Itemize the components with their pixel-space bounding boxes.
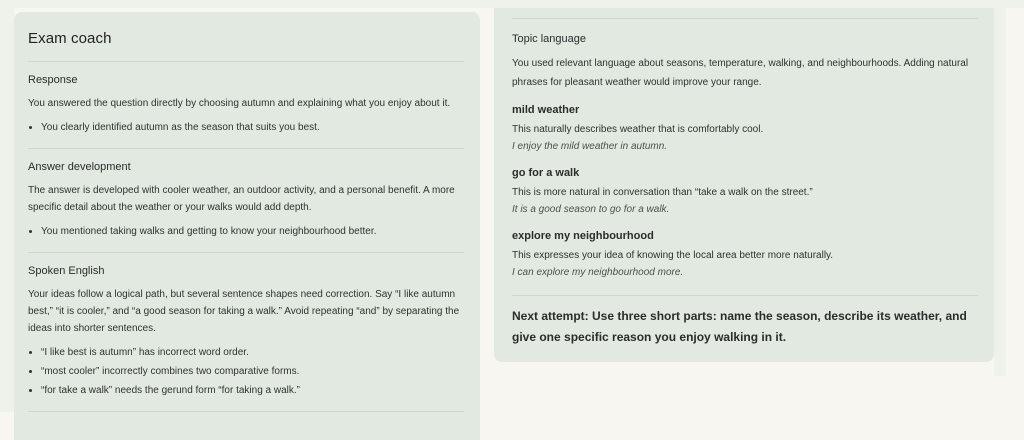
answer-development-section (28, 149, 464, 252)
phrase-term: go for a walk (512, 167, 580, 179)
panel-title: Exam coach (28, 30, 112, 47)
phrase-term: explore my neighbourhood (512, 230, 654, 242)
list-item: • “most cooler” incorrectly combines two comparative forms. (41, 363, 464, 380)
list-item: • “for take a walk” needs the gerund form “for taking a walk.” (41, 382, 464, 399)
section-heading: Response (28, 74, 78, 86)
section-paragraph: The answer is developed with cooler weather, an outdoor activity, and a personal benefit. A more specific detail about the weather or your walks would add depth. (28, 185, 455, 213)
list-item: • “I like best is autumn” has incorrect word order. (41, 344, 464, 361)
left-edge-strip (0, 8, 14, 412)
bullet-list (28, 119, 464, 136)
right-edge-strip (994, 8, 1006, 376)
section-paragraph: You used relevant language about seasons, temperature, walking, and neighbourhoods. Adding natural phrases for pleasant weather would improve your range. (512, 58, 969, 88)
response-section (28, 62, 464, 148)
section-heading: Spoken English (28, 265, 105, 277)
divider (28, 411, 464, 412)
phrase-example: It is a good season to go for a walk. (512, 204, 670, 215)
section-paragraph: Your ideas follow a logical path, but several sentence shapes need correction. Say “I like autumn best,” “it is cooler,” and “a good season for taking a walk.” Avoid repeating “and” by separating the ideas into shorter sentences. (28, 289, 460, 334)
exam-coach-panel (14, 12, 480, 440)
section-paragraph: You answered the question directly by choosing autumn and explaining what you enjoy about it. (28, 98, 451, 109)
section-heading: Topic language (512, 33, 587, 45)
bullet-list (28, 344, 464, 399)
divider (512, 295, 978, 296)
feedback-continuation-panel (494, 8, 994, 362)
spoken-english-section (28, 253, 464, 411)
divider (512, 18, 978, 19)
phrase-description: This is more natural in conversation than “take a walk on the street.” (512, 187, 813, 198)
phrase-description: This expresses your idea of knowing the local area better more naturally. (512, 250, 834, 261)
phrase-example: I enjoy the mild weather in autumn. (512, 141, 668, 152)
phrase-item (512, 104, 978, 155)
phrase-example: I can explore my neighbourhood more. (512, 267, 684, 278)
phrase-item (512, 230, 978, 281)
top-strip (0, 0, 1024, 8)
phrase-item (512, 167, 978, 218)
phrase-term: mild weather (512, 104, 580, 116)
section-heading: Answer development (28, 161, 131, 173)
list-item: • You mentioned taking walks and getting to know your neighbourhood better. (41, 223, 464, 240)
bullet-list (28, 223, 464, 240)
next-attempt-tip: Next attempt: Use three short parts: name the season, describe its weather, and give one specific reason you enjoy walking in it. (512, 309, 967, 344)
list-item: • You clearly identified autumn as the season that suits you best. (41, 119, 464, 136)
phrase-description: This naturally describes weather that is comfortably cool. (512, 124, 764, 135)
